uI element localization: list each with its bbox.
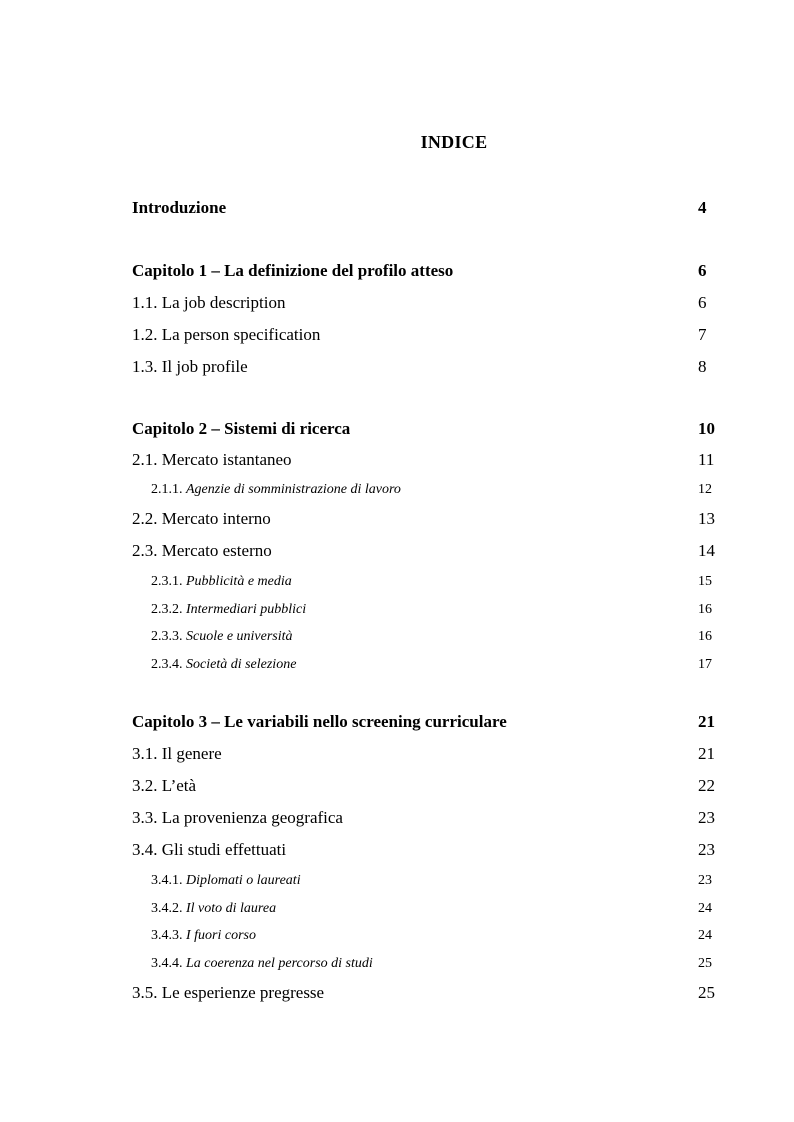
toc-chapter-row: [0, 419, 794, 443]
toc-entry-text: Il genere: [161, 744, 222, 763]
toc-entry-text: Mercato interno: [161, 509, 271, 528]
toc-section-row: [0, 776, 794, 800]
toc-entry-number: 3.4.: [132, 840, 158, 859]
toc-section-row: [0, 744, 794, 768]
toc-entry-label: [132, 419, 350, 439]
toc-page-number: 24: [698, 901, 712, 916]
toc-entry-number: 3.4.2.: [151, 901, 183, 916]
toc-entry-number: 2.3.2.: [151, 602, 183, 617]
toc-page-number: 21: [698, 744, 715, 763]
toc-page-number: 4: [698, 198, 707, 217]
toc-page-number: 24: [698, 928, 712, 943]
toc-entry-number: 2.3.: [132, 541, 158, 560]
toc-entry-text: Capitolo 1 – La definizione del profilo atteso: [132, 261, 454, 280]
toc-entry-label: [151, 482, 401, 498]
toc-subsection-row: [0, 928, 794, 952]
toc-entry-text: Scuole e università: [186, 629, 293, 644]
toc-page-number: 7: [698, 325, 707, 344]
toc-entry-text: L’età: [161, 776, 197, 795]
toc-entry-text: Capitolo 2 – Sistemi di ricerca: [132, 419, 351, 438]
toc-section-row: [0, 541, 794, 565]
toc-entry-text: Mercato istantaneo: [161, 450, 292, 469]
toc-page-number: 10: [698, 419, 715, 438]
toc-entry-text: Mercato esterno: [161, 541, 272, 560]
toc-entry-label: [151, 928, 256, 944]
toc-page-number: 25: [698, 983, 715, 1002]
toc-page-number: 16: [698, 602, 712, 617]
toc-subsection-row: [0, 901, 794, 925]
toc-entry-text: Diplomati o laureati: [186, 873, 301, 888]
toc-entry-label: [132, 293, 285, 313]
toc-entry-label: [151, 956, 373, 972]
toc-subsection-row: [0, 873, 794, 897]
toc-section-row: [0, 293, 794, 317]
toc-entry-number: 2.3.1.: [151, 574, 183, 589]
toc-entry-number: 3.4.1.: [151, 873, 183, 888]
toc-page-number: 6: [698, 261, 707, 280]
toc-entry-text: Intermediari pubblici: [186, 602, 307, 617]
toc-entry-number: 3.2.: [132, 776, 158, 795]
toc-entry-label: [132, 541, 272, 561]
toc-page-number: 17: [698, 657, 712, 672]
toc-page-number: 23: [698, 808, 715, 827]
toc-section-row: [0, 450, 794, 474]
toc-section-row: [0, 808, 794, 832]
toc-subsection-row: [0, 657, 794, 681]
toc-section-row: [0, 325, 794, 349]
toc-entry-number: 1.1.: [132, 293, 158, 312]
toc-chapter-row: [0, 712, 794, 736]
toc-page-number: 13: [698, 509, 715, 528]
toc-entry-label: [151, 574, 292, 590]
toc-entry-number: 3.4.4.: [151, 956, 183, 971]
toc-entry-number: 2.3.3.: [151, 629, 183, 644]
toc-page-number: 25: [698, 956, 712, 971]
toc-entry-number: 1.2.: [132, 325, 158, 344]
toc-title: INDICE: [420, 132, 488, 152]
toc-entry-text: Gli studi effettuati: [161, 840, 287, 859]
toc-entry-text: Pubblicità e media: [186, 574, 292, 589]
toc-entry-label: [132, 840, 286, 860]
toc-entry-label: [132, 808, 343, 828]
toc-entry-label: [132, 450, 292, 470]
toc-entry-number: 1.3.: [132, 357, 158, 376]
toc-section-row: [0, 357, 794, 381]
toc-entry-number: 2.3.4.: [151, 657, 183, 672]
toc-entry-number: 2.1.1.: [151, 482, 183, 497]
toc-entry-label: [132, 712, 507, 732]
toc-entry-label: [132, 509, 271, 529]
toc-entry-label: [151, 629, 293, 645]
toc-entry-number: 3.3.: [132, 808, 158, 827]
toc-entry-number: 3.4.3.: [151, 928, 183, 943]
toc-entry-text: Capitolo 3 – Le variabili nello screening curriculare: [132, 712, 507, 731]
toc-entry-text: Agenzie di somministrazione di lavoro: [186, 482, 401, 497]
toc-entry-label: [132, 198, 226, 218]
toc-subsection-row: [0, 574, 794, 598]
toc-entry-label: [132, 325, 320, 345]
toc-entry-label: [132, 776, 196, 796]
toc-page-number: 16: [698, 629, 712, 644]
toc-entry-number: 2.2.: [132, 509, 158, 528]
toc-entry-text: La job description: [161, 293, 286, 312]
toc-page-number: 12: [698, 482, 712, 497]
toc-page-number: 23: [698, 873, 712, 888]
toc-page-number: 22: [698, 776, 715, 795]
toc-page-number: 23: [698, 840, 715, 859]
toc-section-row: [0, 983, 794, 1007]
toc-entry-label: [132, 744, 222, 764]
toc-entry-text: Il voto di laurea: [186, 901, 277, 916]
toc-section-row: [0, 840, 794, 864]
toc-chapter-row: [0, 261, 794, 285]
toc-page-number: 11: [698, 450, 715, 469]
toc-entry-number: 3.5.: [132, 983, 158, 1002]
toc-entry-label: [151, 602, 306, 618]
toc-entry-label: [132, 357, 248, 377]
toc-page-number: 15: [698, 574, 712, 589]
toc-entry-text: I fuori corso: [186, 928, 256, 943]
toc-page-number: 14: [698, 541, 715, 560]
toc-entry-text: La provenienza geografica: [161, 808, 343, 827]
toc-entry-text: Il job profile: [161, 357, 248, 376]
toc-intro-row: [0, 198, 794, 222]
toc-subsection-row: [0, 629, 794, 653]
toc-entry-label: [151, 873, 301, 889]
toc-subsection-row: [0, 482, 794, 506]
toc-subsection-row: [0, 602, 794, 626]
toc-entry-label: [132, 983, 324, 1003]
toc-entry-text: Le esperienze pregresse: [161, 983, 325, 1002]
toc-section-row: [0, 509, 794, 533]
toc-page-number: 6: [698, 293, 707, 312]
toc-entry-text: Introduzione: [132, 198, 227, 217]
toc-entry-label: [132, 261, 453, 281]
toc-entry-number: 2.1.: [132, 450, 158, 469]
toc-page-number: 21: [698, 712, 715, 731]
toc-entry-label: [151, 657, 296, 673]
toc-page-number: 8: [698, 357, 707, 376]
toc-entry-text: La coerenza nel percorso di studi: [186, 956, 373, 971]
toc-entry-text: Società di selezione: [186, 657, 297, 672]
toc-entry-text: La person specification: [161, 325, 321, 344]
toc-subsection-row: [0, 956, 794, 980]
toc-entry-number: 3.1.: [132, 744, 158, 763]
toc-entry-label: [151, 901, 276, 917]
